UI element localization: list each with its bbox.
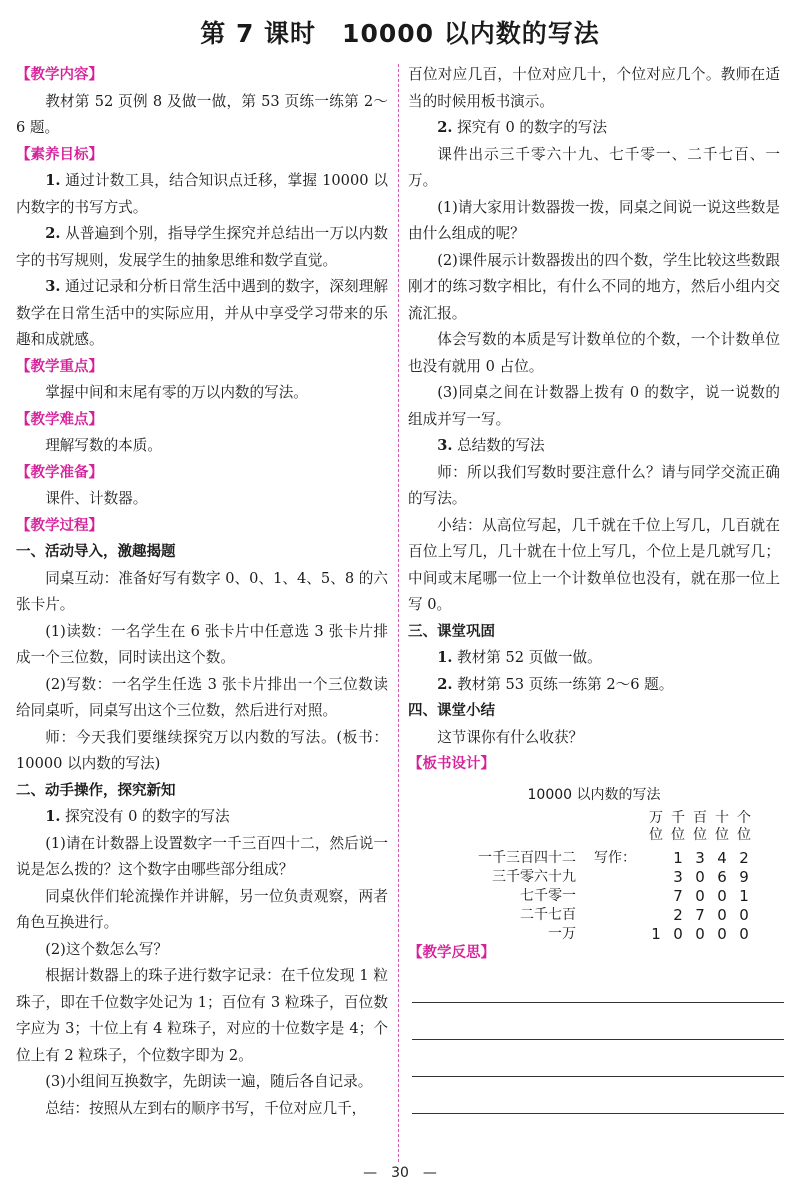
digit-cell: 1 — [651, 924, 661, 943]
section-header — [16, 354, 388, 381]
paragraph — [408, 645, 780, 672]
digit-cell: 6 — [717, 867, 727, 886]
text: 二、动手操作，探究新知 — [16, 782, 176, 799]
board-row — [408, 867, 788, 887]
paragraph — [408, 62, 780, 115]
text: 三、课堂巩固 — [408, 623, 495, 640]
item-number: 2. — [437, 675, 453, 693]
digit-cell: 1 — [739, 886, 749, 905]
page-title: 第 7 课时 10000 以内数的写法 — [200, 19, 600, 48]
paragraph — [408, 195, 780, 248]
text: 【教学难点】 — [16, 411, 103, 428]
item-number: 2. — [45, 225, 61, 242]
text: (2)这个数怎么写？ — [45, 940, 169, 958]
section-heading — [16, 539, 388, 566]
paragraph — [16, 380, 388, 407]
page-number: 30 — [391, 1165, 409, 1181]
paragraph — [408, 433, 780, 460]
text: 通过记录和分析日常生活中遇到的数字，深刻理解数学在日常生活中的实际应用，并从中享受学习带来的乐趣和成就感。 — [16, 278, 388, 348]
text: 探究有 0 的数字的写法 — [452, 119, 607, 136]
section-header — [408, 751, 780, 778]
paragraph — [16, 831, 388, 884]
board-row — [408, 905, 788, 925]
digit-cell: 0 — [717, 924, 727, 943]
digit-cell: 3 — [695, 848, 705, 867]
reflection-lines — [408, 1002, 780, 1114]
digit-cell: 2 — [739, 848, 749, 867]
text: 同桌伙伴们轮流操作并讲解，另一位负责观察，两者角色互换进行。 — [16, 887, 388, 931]
place-value-header: 十位 — [715, 809, 729, 843]
text: 课件、计数器。 — [45, 490, 148, 507]
text: 【板书设计】 — [408, 756, 495, 772]
digit-cell: 4 — [717, 848, 727, 867]
text: 教材第 52 页例 8 及做一做，第 53 页练一练第 2～6 题。 — [16, 92, 388, 136]
text: 教材第 53 页练一练第 2～6 题。 — [452, 675, 674, 693]
text: 这节课你有什么收获？ — [437, 728, 584, 746]
item-number: 3. — [437, 437, 453, 454]
place-value-header: 千位 — [671, 809, 685, 843]
text: 【教学重点】 — [16, 358, 103, 375]
paragraph — [16, 672, 388, 725]
digit-cell: 0 — [739, 905, 749, 924]
writing-line — [412, 1113, 784, 1114]
number-words: 一万 — [548, 925, 576, 942]
paragraph — [16, 168, 388, 221]
write-label: 写作： — [594, 849, 636, 866]
text: 同桌互动：准备好写有数字 0、0、1、4、5、8 的六张卡片。 — [16, 569, 388, 613]
paragraph — [16, 725, 388, 778]
digit-cell: 0 — [695, 886, 705, 905]
text: 教材第 52 页做一做。 — [452, 649, 602, 666]
paragraph — [16, 221, 388, 274]
section-header — [16, 460, 388, 487]
board-title: 10000 以内数的写法 — [527, 786, 661, 803]
board-row — [408, 886, 788, 906]
section-header — [16, 62, 388, 89]
text: 根据计数器上的珠子进行数字记录：在千位发现 1 粒珠子，即在千位数字处记为 1；百位有 3 粒珠子，百位数字应为 3；十位上有 4 粒珠子，对应的十位数字是 4；个位上有 2 粒珠子，个位数字即为 2。 — [16, 967, 388, 1064]
section-heading — [16, 778, 388, 805]
text: 【教学准备】 — [16, 464, 103, 481]
digit-cell: 7 — [695, 905, 705, 924]
item-number: 1. — [437, 649, 453, 666]
place-value-header: 万位 — [649, 809, 663, 843]
section-header — [16, 142, 388, 169]
number-words: 七千零一 — [520, 887, 576, 904]
number-words: 三千零六十九 — [492, 868, 576, 885]
item-number: 1. — [45, 172, 61, 189]
text: 掌握中间和末尾有零的万以内数的写法。 — [45, 384, 308, 401]
paragraph — [16, 486, 388, 513]
text: 一、活动导入，激趣揭题 — [16, 544, 176, 560]
paragraph — [16, 963, 388, 1069]
paragraph — [16, 804, 388, 831]
paragraph — [408, 248, 780, 328]
digit-cell: 7 — [673, 886, 683, 905]
text: 从普遍到个别，指导学生探究并总结出一万以内数字的书写规则，发展学生的抽象思维和数学直觉。 — [16, 225, 388, 269]
paragraph — [408, 513, 780, 619]
section-header — [16, 513, 388, 540]
digit-cell: 0 — [695, 867, 705, 886]
text: 课件出示三千零六十九、七千零一、二千七百、一万。 — [408, 145, 780, 189]
paragraph — [408, 725, 780, 752]
text: 理解写数的本质。 — [45, 437, 162, 454]
text: (3)小组间互换数字，先朗读一遍，随后各自记录。 — [45, 1073, 373, 1090]
text: 通过计数工具，结合知识点迁移，掌握 10000 以内数字的书写方式。 — [16, 172, 388, 216]
right-column-text — [408, 62, 780, 778]
place-value-header: 个位 — [737, 809, 751, 843]
text: (1)请在计数器上设置数字一千三百四十二，然后说一说是怎么拨的？这个数字由哪些部分组成？ — [16, 834, 388, 878]
writing-line — [412, 1076, 784, 1077]
paragraph — [16, 274, 388, 354]
item-number: 2. — [437, 119, 453, 136]
text: 【素养目标】 — [16, 146, 103, 163]
digit-cell: 0 — [673, 924, 683, 943]
digit-cell: 2 — [673, 905, 683, 924]
left-column — [16, 62, 388, 1122]
writing-line — [412, 1002, 784, 1003]
item-number: 3. — [45, 278, 61, 295]
item-number: 1. — [45, 808, 61, 825]
reflection-header: 【教学反思】 — [408, 944, 495, 961]
paragraph — [16, 884, 388, 937]
digit-cell: 0 — [717, 905, 727, 924]
writing-line — [412, 1039, 784, 1040]
paragraph — [408, 115, 780, 142]
text: 师：所以我们写数时要注意什么？请与同学交流正确的写法。 — [408, 463, 780, 507]
paragraph — [16, 1096, 388, 1123]
digit-cell: 3 — [673, 867, 683, 886]
paragraph — [16, 566, 388, 619]
board-design — [408, 809, 780, 943]
paragraph — [16, 619, 388, 672]
digit-cell: 0 — [739, 924, 749, 943]
right-column — [408, 62, 780, 1114]
paragraph — [408, 460, 780, 513]
text: 【教学内容】 — [16, 67, 103, 83]
column-divider — [398, 64, 399, 1162]
paragraph — [408, 327, 780, 380]
text: 百位对应几百，十位对应几十，个位对应几个。教师在适当的时候用板书演示。 — [408, 66, 780, 110]
text: 【教学过程】 — [16, 517, 103, 534]
text: 四、课堂小结 — [408, 703, 495, 719]
section-heading — [408, 619, 780, 646]
text: (1)读数：一名学生在 6 张卡片中任意选 3 张卡片排成一个三位数，同时读出这个数。 — [16, 622, 388, 666]
text: 总结：按照从左到右的顺序书写，千位对应几千， — [45, 1099, 367, 1117]
text: (2)写数：一名学生任选 3 张卡片排出一个三位数读给同桌听，同桌写出这个三位数，然后进行对照。 — [16, 675, 388, 719]
paragraph — [16, 89, 388, 142]
paragraph — [16, 937, 388, 964]
board-row — [408, 924, 788, 944]
text: 师：今天我们要继续探究万以内数的写法。(板书：10000 以内数的写法) — [16, 728, 388, 772]
paragraph — [16, 433, 388, 460]
section-header — [16, 407, 388, 434]
paragraph — [408, 142, 780, 195]
paragraph — [408, 672, 780, 699]
text: (3)同桌之间在计数器上拨有 0 的数字，说一说数的组成并写一写。 — [408, 384, 780, 428]
digit-cell: 9 — [739, 867, 749, 886]
page-footer: — 30 — — [363, 1165, 437, 1181]
board-row — [408, 848, 788, 868]
text: 探究没有 0 的数字的写法 — [60, 808, 230, 825]
digit-cell: 0 — [695, 924, 705, 943]
text: 总结数的写法 — [452, 437, 545, 454]
digit-cell: 0 — [717, 886, 727, 905]
text: (1)请大家用计数器拨一拨，同桌之间说一说这些数是由什么组成的呢？ — [408, 198, 780, 242]
text: 小结：从高位写起，几千就在千位上写几，几百就在百位上写几，几十就在十位上写几，个位上是几就写几；中间或末尾哪一位上一个计数单位也没有，就在那一位上写 0。 — [408, 516, 780, 613]
text: 体会写数的本质是写计数单位的个数，一个计数单位也没有就用 0 占位。 — [408, 331, 780, 375]
section-heading — [408, 698, 780, 725]
paragraph — [408, 380, 780, 433]
number-words: 一千三百四十二 — [478, 849, 576, 866]
number-words: 二千七百 — [520, 906, 576, 923]
digit-cell: 1 — [673, 848, 683, 867]
paragraph — [16, 1069, 388, 1096]
place-value-header: 百位 — [693, 809, 707, 843]
text: (2)课件展示计数器拨出的四个数，学生比较这些数跟刚才的练习数字相比，有什么不同的地方，然后小组内交流汇报。 — [408, 251, 780, 322]
